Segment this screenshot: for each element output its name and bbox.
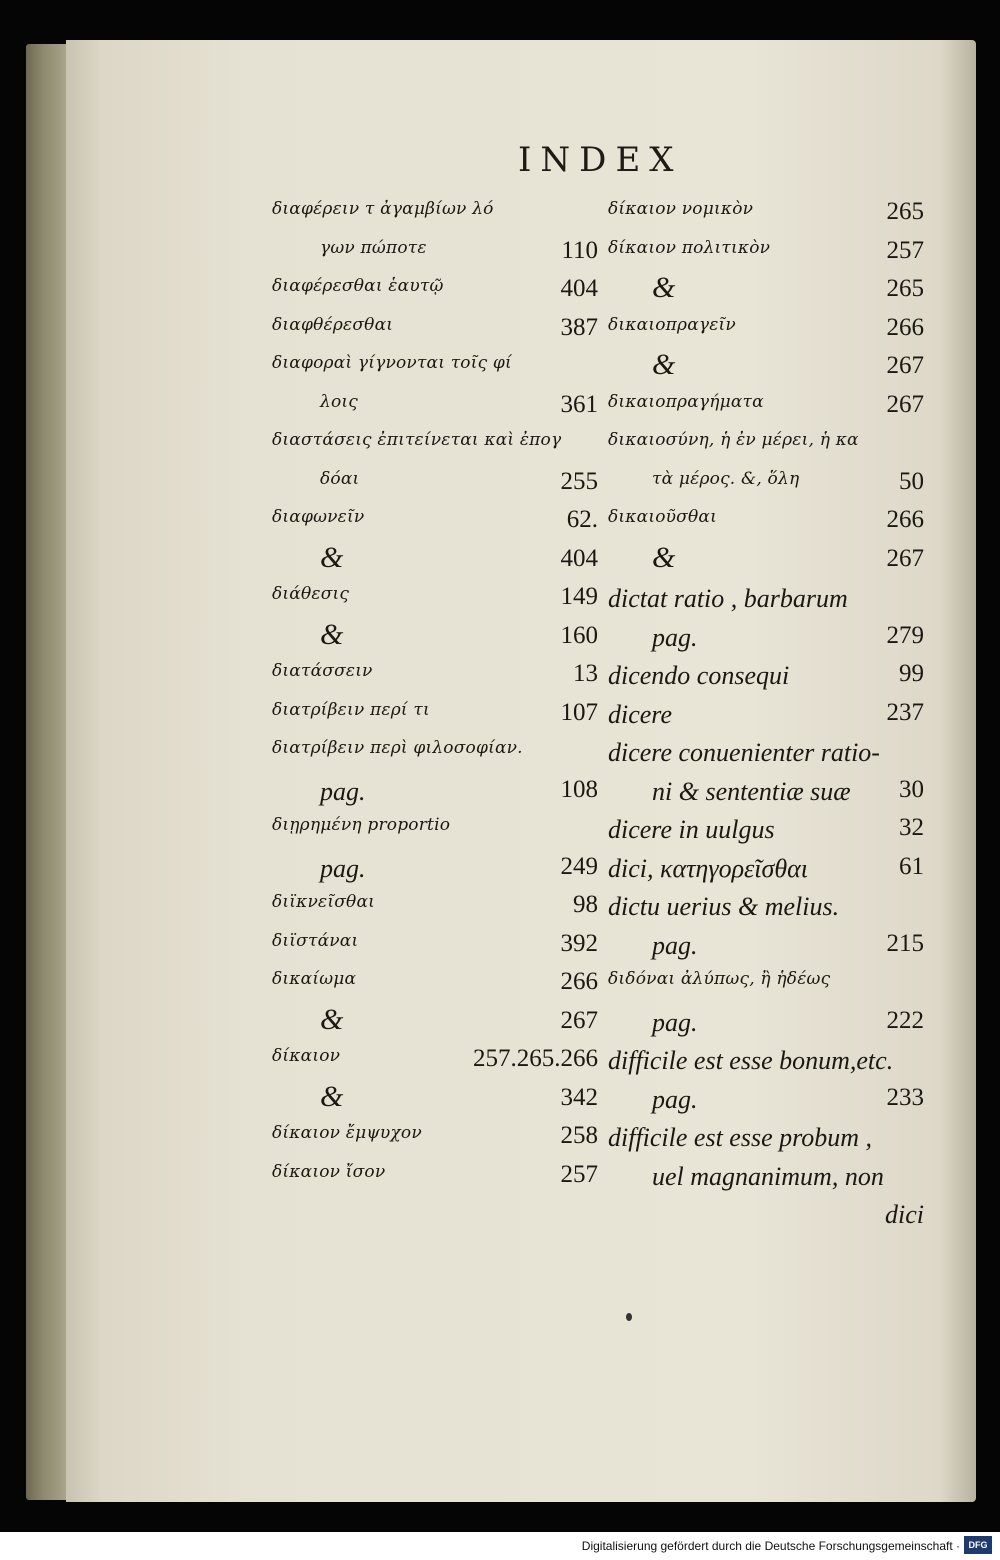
index-term: &	[652, 540, 676, 574]
index-term: pag.	[652, 930, 698, 960]
index-entry	[272, 658, 598, 697]
index-term: pag.	[652, 622, 698, 652]
index-entry	[272, 851, 598, 890]
index-entry	[272, 273, 598, 312]
index-entry	[608, 1159, 924, 1198]
index-entry	[272, 466, 598, 505]
index-entry	[608, 273, 924, 312]
index-term: dictat ratio , barbarum	[608, 584, 848, 613]
index-entry	[272, 1159, 598, 1198]
index-page-number: 257.265.266	[473, 1045, 598, 1072]
index-entry	[608, 697, 924, 736]
index-term: &	[320, 540, 344, 574]
index-term: &	[652, 271, 676, 304]
index-entry	[272, 774, 598, 813]
index-entry	[272, 196, 598, 235]
index-term: δικαιοσύνη, ἡ ἐν μέρει, ἡ κα	[608, 430, 859, 450]
index-entry	[608, 540, 924, 582]
index-page-number: 110	[561, 236, 598, 264]
index-term: δικαιοπραγήματα	[608, 391, 764, 412]
index-entry	[608, 312, 924, 351]
index-term: διατρίβειν περί τι	[272, 699, 430, 720]
index-term: διαφθέρεσθαι	[272, 314, 394, 335]
index-page-number: 404	[560, 544, 598, 572]
index-term: διδόναι ἀλύπως, ἢ ἡδέως	[608, 969, 831, 989]
index-term: διϊστάναι	[272, 930, 359, 951]
index-entry	[272, 1079, 598, 1121]
index-entry	[608, 774, 924, 813]
index-page-number: 13	[573, 660, 598, 687]
index-entry	[608, 735, 924, 774]
index-term: δίκαιον νομικὸν	[608, 199, 754, 219]
index-page-number: 149	[560, 583, 598, 610]
index-term: dictu uerius & melius.	[608, 892, 840, 921]
index-page-number: 160	[560, 621, 598, 649]
index-page-number: 267	[560, 1006, 598, 1034]
index-term: διατρίβειν περὶ φιλοσοφίαν.	[272, 738, 523, 758]
index-page-number: 342	[560, 1083, 598, 1111]
index-page-number: 392	[560, 929, 598, 957]
index-page-number: 267	[886, 544, 924, 572]
index-page-number: 257	[560, 1160, 598, 1188]
index-entry	[272, 581, 598, 620]
index-entry	[608, 389, 924, 428]
index-page-number: 61	[899, 852, 924, 880]
index-term: pag.	[320, 853, 366, 883]
index-page-number: 279	[886, 621, 924, 649]
index-term: διαφέρειν τ ἀγαμβίων λό	[272, 199, 494, 219]
index-entry	[608, 812, 924, 851]
ink-spot	[626, 1313, 632, 1321]
index-entry	[272, 1043, 598, 1082]
index-entry	[272, 617, 598, 659]
index-column-left	[272, 196, 598, 1197]
index-term: λοις	[320, 391, 358, 412]
index-page-number: 361	[560, 390, 598, 418]
index-term: δίκαιον	[272, 1046, 341, 1066]
index-entry	[608, 1005, 924, 1044]
index-term: &	[320, 1079, 344, 1113]
index-entry	[608, 466, 924, 505]
index-term: δίκαιον ἔμψυχον	[272, 1123, 422, 1143]
index-entry	[608, 889, 924, 928]
index-term: &	[320, 1002, 344, 1036]
index-entry	[272, 812, 598, 851]
index-entry	[272, 735, 598, 774]
index-page-number: 258	[560, 1122, 598, 1149]
index-page-number: 98	[573, 891, 598, 918]
index-term: τὰ μέρος. &, ὅλη	[652, 468, 800, 489]
index-term: διῃρημένη proportio	[272, 815, 451, 835]
index-term: pag.	[652, 1007, 698, 1037]
index-entry	[608, 581, 924, 620]
index-page-number: 108	[560, 775, 598, 803]
index-entry	[608, 966, 924, 1005]
index-term: pag.	[320, 776, 366, 806]
index-page-number: 267	[886, 390, 924, 418]
index-term: pag.	[652, 1084, 698, 1114]
index-page-number: 215	[886, 929, 924, 957]
index-term: dicendo consequi	[608, 661, 790, 690]
index-page-number: 32	[899, 814, 924, 841]
index-term: γων πώποτε	[320, 237, 427, 258]
index-page-number: 267	[886, 352, 924, 379]
index-term: δικαιοῦσθαι	[608, 507, 717, 527]
index-page-number: 233	[886, 1083, 924, 1111]
index-entry	[272, 350, 598, 389]
index-term: διαστάσεις ἐπιτείνεται καὶ ἐπογ	[272, 430, 562, 450]
index-term: difficile est esse bonum,etc.	[608, 1046, 894, 1075]
index-entry	[272, 235, 598, 274]
index-page-number: 249	[560, 852, 598, 880]
index-term: dicere	[608, 699, 672, 729]
index-page-number: 266	[886, 313, 924, 341]
index-page-number: 404	[560, 275, 598, 302]
index-term: δικαίωμα	[272, 969, 357, 989]
index-page-number: 50	[899, 467, 924, 495]
index-entry	[608, 235, 924, 274]
index-term: διαφωνεῖν	[272, 507, 365, 527]
index-entry	[608, 928, 924, 967]
index-entry	[608, 620, 924, 659]
index-page-number: 99	[899, 660, 924, 687]
index-term: δίκαιον ἴσον	[272, 1161, 386, 1182]
index-entry	[608, 1120, 924, 1159]
index-term: διαφοραὶ γίγνονται τοῖς φί	[272, 353, 512, 373]
index-entry	[272, 889, 598, 928]
index-page-number: 265	[886, 198, 924, 225]
index-entry	[272, 312, 598, 351]
footer-bar	[0, 1532, 1000, 1560]
page-heading: INDEX	[518, 140, 683, 180]
index-entry	[272, 697, 598, 736]
index-term: dici, κατηγορεῖσθαι	[608, 853, 808, 883]
index-entry	[272, 966, 598, 1005]
index-term: difficile est esse probum ,	[608, 1123, 873, 1152]
index-column-right	[608, 196, 924, 1236]
index-term: διϊκνεῖσθαι	[272, 892, 376, 912]
index-entry	[608, 350, 924, 389]
index-entry	[608, 1082, 924, 1121]
dfg-logo: DFG	[964, 1536, 992, 1554]
index-page-number: 265	[886, 275, 924, 302]
index-page-number: 107	[560, 698, 598, 726]
index-term: dicere conuenienter ratio-	[608, 738, 880, 767]
index-entry	[272, 540, 598, 582]
index-page-number: 237	[886, 698, 924, 726]
index-term: δόαι	[320, 468, 360, 489]
index-entry	[608, 1197, 924, 1236]
index-term: διαφέρεσθαι ἑαυτῷ	[272, 276, 444, 296]
index-page-number: 255	[560, 467, 598, 495]
index-page-number: 30	[899, 775, 924, 803]
index-page-number: 266	[560, 968, 598, 995]
index-entry	[272, 389, 598, 428]
index-page-number: 222	[886, 1006, 924, 1034]
index-entry	[608, 658, 924, 697]
index-entry	[608, 427, 924, 466]
index-term: &	[652, 348, 676, 381]
index-page-number: 387	[560, 313, 598, 341]
index-entry	[608, 1043, 924, 1082]
index-page-number: 257	[886, 236, 924, 264]
index-term: dicere in uulgus	[608, 815, 775, 844]
index-entry	[608, 851, 924, 890]
index-entry	[608, 504, 924, 543]
index-page-number: 266	[886, 506, 924, 533]
index-term: διατάσσειν	[272, 661, 373, 681]
index-entry	[272, 504, 598, 543]
index-term: ni & sententiæ suæ	[652, 776, 851, 806]
index-term: dici	[885, 1200, 924, 1229]
index-term: &	[320, 617, 344, 651]
index-term: uel magnanimum, non	[652, 1161, 884, 1191]
index-entry	[272, 1002, 598, 1044]
index-page-number: 62.	[566, 506, 598, 533]
funding-notice: Digitalisierung gefördert durch die Deutsche Forschungsgemeinschaft ·	[581, 1539, 960, 1553]
index-term: δίκαιον πολιτικὸν	[608, 237, 771, 258]
index-entry	[608, 196, 924, 235]
index-entry	[272, 928, 598, 967]
index-term: διάθεσις	[272, 584, 350, 604]
index-entry	[272, 1120, 598, 1159]
index-entry	[272, 427, 598, 466]
index-term: δικαιοπραγεῖν	[608, 314, 736, 335]
